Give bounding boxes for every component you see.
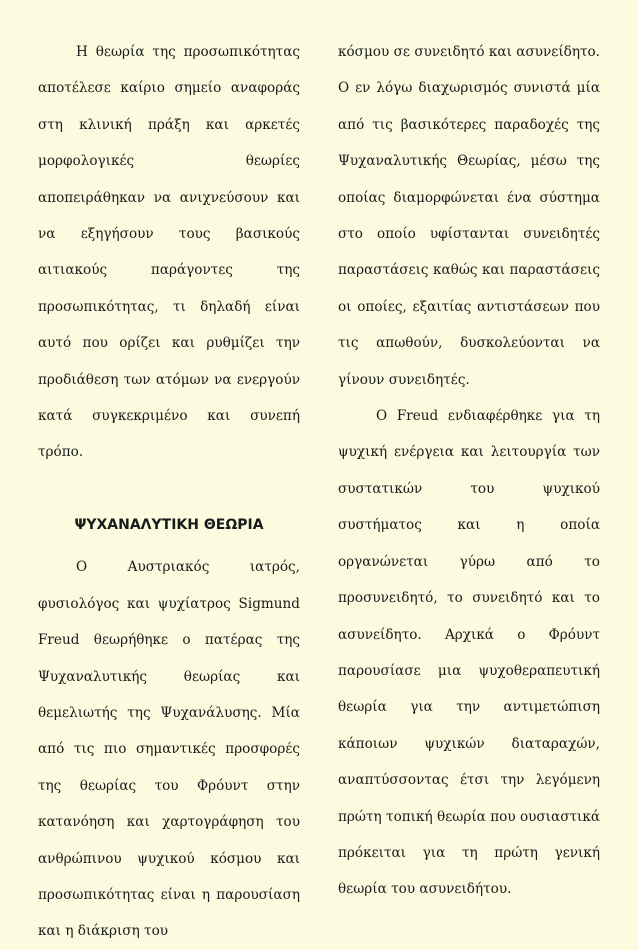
spacer: [38, 471, 300, 507]
section-heading: ΨΥΧΑΝΑΛΥΤΙΚΗ ΘΕΩΡΙΑ: [74, 516, 264, 533]
freud-paragraph: Ο Αυστριακός ιατρός, φυσιολόγος και ψυχίατρος Sigmund Freud θεωρήθηκε ο πατέρας της Ψυχαναλυτικής θεωρίας και θεμελιωτής της Ψυχανάλυσης. Μία από τις πιο σημαντικές προσφορές της θεωρίας του Φρόυντ στην κατανόηση και χαρτογράφηση του ανθρώπινου ψυχικού κόσμου και προσωπικότητας είναι η παρουσίαση και η διάκριση του: [38, 559, 300, 940]
continuation-paragraph: κόσμου σε συνειδητό και ασυνείδητο. Ο εν λόγω διαχωρισμός συνιστά μία από τις βασικότερες παραδοχές της Ψυχαναλυτικής Θεωρίας, μέσω της οποίας διαμορφώνεται ένα σύστημα στο οποίο υφίστανται συνειδητές παραστάσεις καθώς και παραστάσεις οι οποίες, εξαιτίας αντιστάσεων που τις απωθούν, δυσκολεύονται να γίνουν συνειδητές.: [338, 44, 600, 388]
left-column: [38, 34, 300, 950]
energy-paragraph: Ο Freud ενδιαφέρθηκε για τη ψυχική ενέργεια και λειτουργία των συστατικών του ψυχικού συστήματος και η οποία οργανώνεται γύρω από το προσυνειδητό, το συνειδητό και το ασυνείδητο. Αρχικά ο Φρόυντ παρουσίασε μια ψυχοθεραπευτική θεωρία για την αντιμετώπιση κάποιων ψυχικών διαταραχών, αναπτύσσοντας έτσι την λεγόμενη πρώτη τοπική θεωρία που ουσιαστικά πρόκειται για τη πρώτη γενική θεωρία του ασυνειδήτου.: [338, 408, 600, 898]
right-column: [338, 34, 600, 908]
intro-paragraph: Η θεωρία της προσωπικότητας αποτέλεσε καίριο σημείο αναφοράς στη κλινική πράξη και αρκετές μορφολογικές θεωρίες αποπειράθηκαν να ανιχνεύσουν και να εξηγήσουν τους βασικούς αιτιακούς παράγοντες της προσωπικότητας, τι δηλαδή είναι αυτό που ορίζει και ρυθμίζει την προδιάθεση των ατόμων να ενεργούν κατά συγκεκριμένο και συνεπή τρόπο.: [38, 44, 300, 461]
